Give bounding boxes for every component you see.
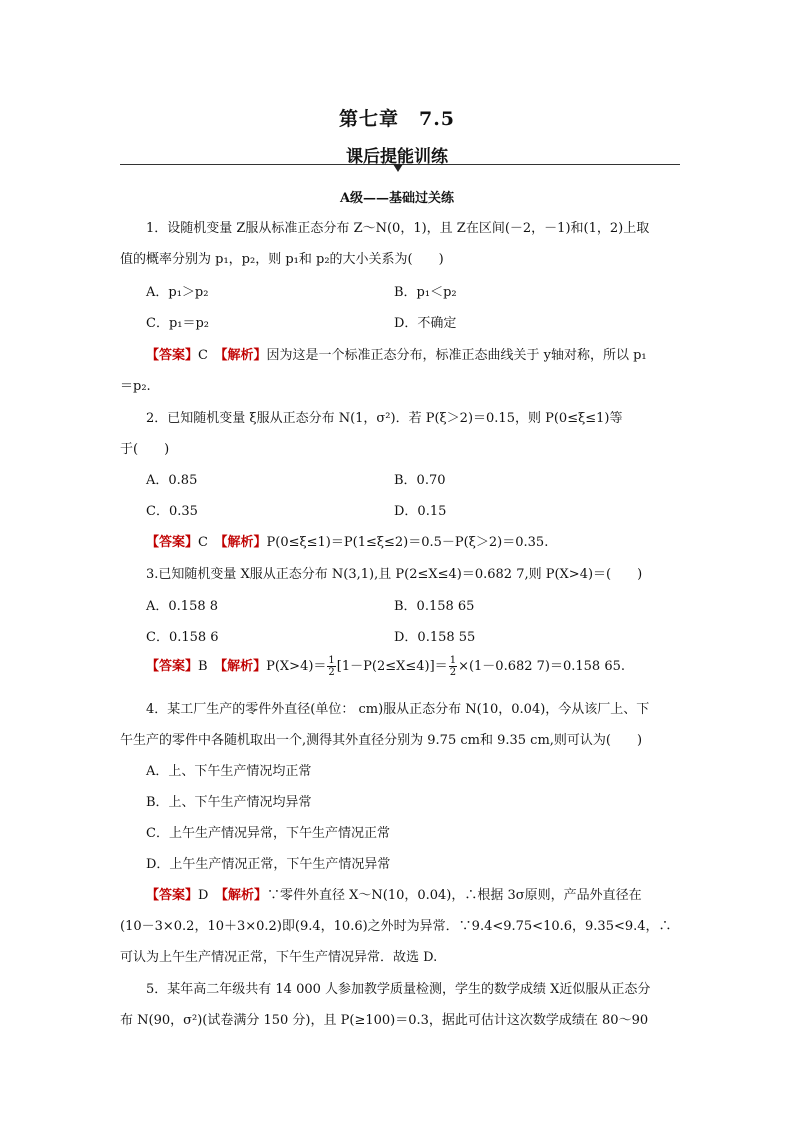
q5-stem-line1: 5．某年高二年级共有 14 000 人参加教学质量检测，学生的数学成绩 X近似服从正态分 <box>146 982 651 997</box>
triangle-marker-icon <box>393 164 403 172</box>
fraction-denominator: 2 <box>449 667 457 678</box>
q1-option-d: D．不确定 <box>394 316 457 331</box>
q2-option-a: A．0.85 <box>146 473 198 488</box>
q4-answer-line <box>146 884 642 903</box>
q4-stem-line2: 午生产的零件中各随机取出一个,测得其外直径分别为 9.75 cm和 9.35 cm,则可认为( ) <box>120 733 643 748</box>
analysis-tag: 【解析】 <box>220 535 267 550</box>
analysis-tag: 【解析】 <box>220 348 267 363</box>
analysis-text-c: ×(1－0.682 7)＝0.158 65. <box>458 659 626 674</box>
chapter-title: 第七章 7.5 <box>338 108 456 130</box>
fraction-denominator: 2 <box>328 667 335 678</box>
answer-value: C <box>198 348 208 363</box>
q4-analysis-line2: (10－3×0.2，10＋3×0.2)即(9.4，10.6)之外时为异常．∵9.4<9.75<10.6，9.35<9.4，∴ <box>120 919 672 934</box>
answer-value: C <box>198 535 208 550</box>
q3-option-a: A．0.158 8 <box>146 599 219 614</box>
level-heading: A级——基础过关练 <box>339 191 455 206</box>
q2-answer-line <box>146 531 548 550</box>
section-subtitle: 课后提能训练 <box>346 147 448 167</box>
q2-option-b: B．0.70 <box>394 473 446 488</box>
q4-analysis-line3: 可认为上午生产情况正常，下午生产情况异常．故选 D. <box>120 950 438 965</box>
fraction-numerator: 1 <box>449 655 457 666</box>
answer-tag: 【答案】 <box>146 535 199 550</box>
q5-stem-line2: 布 N(90，σ²)(试卷满分 150 分)，且 P(≥100)＝0.3，据此可估计这次数学成绩在 80～90 <box>120 1013 649 1028</box>
answer-value: D <box>198 888 209 903</box>
answer-tag: 【答案】 <box>146 659 199 674</box>
q4-option-b: B．上、下午生产情况均异常 <box>146 795 312 810</box>
analysis-tag: 【解析】 <box>220 659 267 674</box>
analysis-text: P(0≤ξ≤1)＝P(1≤ξ≤2)＝0.5－P(ξ＞2)＝0.35. <box>266 535 549 550</box>
answer-value: B <box>198 659 208 674</box>
q4-option-a: A．上、下午生产情况均正常 <box>146 764 312 779</box>
analysis-text-b: [1－P(2≤X≤4)]＝ <box>336 659 448 674</box>
q1-stem-line1: 1．设随机变量 Z服从标准正态分布 Z～N(0，1)，且 Z在区间(－2，－1)和(1，2)上取 <box>146 221 650 236</box>
q3-option-d: D．0.158 55 <box>394 630 476 645</box>
analysis-tag: 【解析】 <box>221 888 267 903</box>
analysis-text-a: P(X>4)＝ <box>266 659 327 674</box>
analysis-text: ∵零件外直径 X～N(10，0.04)，∴根据 3σ原则，产品外直径在 <box>266 888 642 903</box>
q2-stem-line1: 2．已知随机变量 ξ服从正态分布 N(1，σ²)．若 P(ξ＞2)＝0.15，则 P(0≤ξ≤1)等 <box>146 411 623 426</box>
q2-stem-line2: 于( ) <box>120 442 170 457</box>
q1-analysis-line2: ＝p₂. <box>120 379 151 394</box>
q2-option-c: C．0.35 <box>146 504 198 519</box>
fraction-half <box>449 655 457 678</box>
q1-stem-line2: 值的概率分别为 p₁，p₂，则 p₁和 p₂的大小关系为( ) <box>120 252 444 267</box>
q2-option-d: D．0.15 <box>394 504 447 519</box>
fraction-half <box>327 655 335 678</box>
fraction-numerator: 1 <box>328 655 335 666</box>
q4-option-d: D．上午生产情况正常，下午生产情况异常 <box>146 857 391 872</box>
q1-answer-line <box>146 344 647 363</box>
q3-option-c: C．0.158 6 <box>146 630 219 645</box>
q3-answer-line <box>146 655 625 678</box>
answer-tag: 【答案】 <box>146 348 199 363</box>
q1-option-a: A．p₁＞p₂ <box>146 285 209 300</box>
q3-stem-line1: 3.已知随机变量 X服从正态分布 N(3,1),且 P(2≤X≤4)＝0.682 7,则 P(X>4)＝( ) <box>146 567 643 582</box>
q3-option-b: B．0.158 65 <box>394 599 475 614</box>
analysis-text: 因为这是一个标准正态分布，标准正态曲线关于 y轴对称，所以 p₁ <box>266 348 647 363</box>
q4-stem-line1: 4．某工厂生产的零件外直径(单位： cm)服从正态分布 N(10，0.04)，今从该厂上、下 <box>146 702 650 717</box>
answer-tag: 【答案】 <box>146 888 199 903</box>
q1-option-c: C．p₁＝p₂ <box>146 316 210 331</box>
q1-option-b: B．p₁＜p₂ <box>394 285 457 300</box>
q4-option-c: C．上午生产情况异常，下午生产情况正常 <box>146 826 390 841</box>
